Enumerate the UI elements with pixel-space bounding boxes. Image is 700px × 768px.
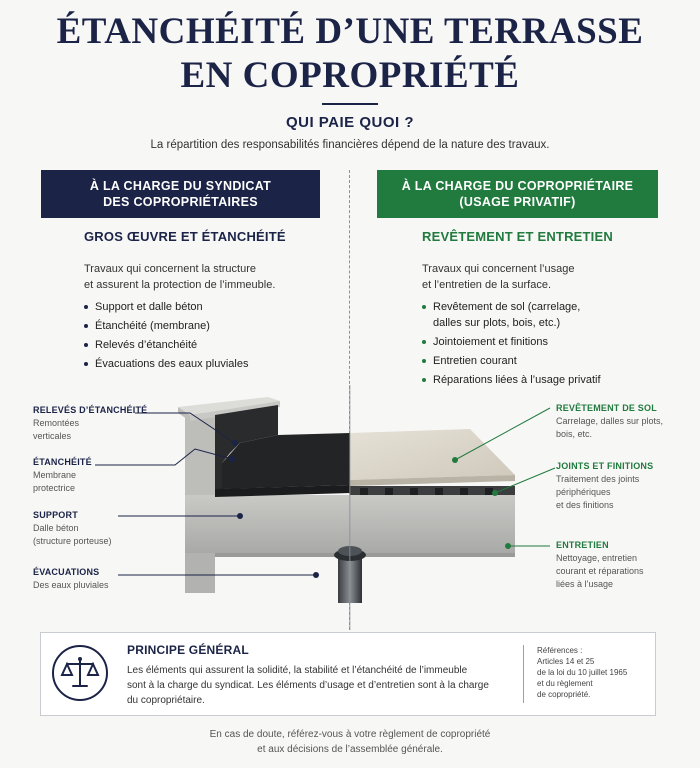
label-sub-line: Membrane <box>33 470 77 480</box>
principe-text-line: du copropriétaire. <box>127 695 205 706</box>
label-support <box>33 510 183 548</box>
label-sub-line: bois, etc. <box>556 429 593 439</box>
principe-text <box>127 663 507 708</box>
syndicat-header-line-2: DES COPROPRIÉTAIRES <box>103 195 258 209</box>
references-line: Articles 14 et 25 <box>537 657 595 666</box>
label-sub <box>33 417 183 443</box>
label-title: ENTRETIEN <box>556 540 609 550</box>
list-item: Support et dalle béton <box>84 299 334 315</box>
label-sub <box>33 469 183 495</box>
coproprietaire-bullet-list <box>422 299 672 389</box>
label-joints-finitions <box>556 461 696 512</box>
label-sub-line: Remontées <box>33 418 80 428</box>
label-sub-line: liées à l’usage <box>556 579 614 589</box>
references <box>537 645 655 700</box>
label-title: JOINTS ET FINITIONS <box>556 461 654 471</box>
list-item: Entretien courant <box>422 353 672 369</box>
references-line: et du règlement <box>537 679 593 688</box>
label-title: RELEVÉS D’ÉTANCHÉITÉ <box>33 405 148 415</box>
principe-text-line: Les éléments qui assurent la solidité, la stabilité et l’étanchéité de l’immeuble <box>127 665 468 676</box>
coproprietaire-header-line-2: (USAGE PRIVATIF) <box>459 195 576 209</box>
syndicat-section-title: GROS ŒUVRE ET ÉTANCHÉITÉ <box>84 229 286 244</box>
label-sub <box>556 473 696 512</box>
label-sub-line: courant et réparations <box>556 566 644 576</box>
label-evacuations <box>33 567 183 592</box>
waterproofing-membrane <box>215 405 350 497</box>
subtitle: QUI PAIE QUOI ? <box>285 114 415 131</box>
footer-line: et aux décisions de l’assemblée générale. <box>257 744 443 755</box>
list-item: Étanchéité (membrane) <box>84 318 334 334</box>
coproprietaire-description <box>422 261 662 293</box>
tile-surface <box>350 429 515 495</box>
coproprietaire-section-title: REVÊTEMENT ET ENTRETIEN <box>422 229 613 244</box>
label-sub-line: Traitement des joints <box>556 474 640 484</box>
label-sub-line: Carrelage, dalles sur plots, <box>556 416 664 426</box>
list-item: Réparations liées à l’usage privatif <box>422 372 672 388</box>
principe-title: PRINCIPE GÉNÉRAL <box>127 643 249 657</box>
label-sub: Des eaux pluviales <box>33 580 109 590</box>
label-sub-line: Dalle béton <box>33 523 79 533</box>
footer-line: En cas de doute, référez-vous à votre règlement de copropriété <box>209 729 491 740</box>
coproprietaire-description-line-2: et l’entretien de la surface. <box>422 279 552 291</box>
list-item-continuation: dalles sur plots, bois, etc.) <box>433 317 561 329</box>
label-revetement-sol <box>556 403 696 441</box>
references-line: de la loi du 10 juillet 1965 <box>537 668 628 677</box>
list-item: Jointoiement et finitions <box>422 334 672 350</box>
label-title: ÉTANCHÉITÉ <box>33 457 92 467</box>
references-line: de copropriété. <box>537 690 591 699</box>
diagram-divider <box>349 385 351 630</box>
title-line-1: ÉTANCHÉITÉ D’UNE TERRASSE <box>56 11 644 52</box>
syndicat-header <box>41 170 320 218</box>
list-item: Relevés d’étanchéité <box>84 337 334 353</box>
syndicat-description-line-1: Travaux qui concernent la structure <box>84 263 257 275</box>
list-item: Évacuations des eaux pluviales <box>84 356 334 372</box>
intro-text: La répartition des responsabilités financières dépend de la nature des travaux. <box>150 139 550 151</box>
label-etancheite <box>33 457 183 495</box>
label-sub-line: protectrice <box>33 483 76 493</box>
syndicat-description-line-2: et assurent la protection de l’immeuble. <box>84 279 276 291</box>
coproprietaire-header <box>377 170 658 218</box>
label-sub-line: périphériques <box>556 487 611 497</box>
footer-note <box>0 727 700 757</box>
label-sub <box>556 415 696 441</box>
label-sub-line: Nettoyage, entretien <box>556 553 638 563</box>
label-releves-etancheite <box>33 405 183 443</box>
list-item: Revêtement de sol (carrelage, <box>422 299 672 315</box>
scales-of-justice-icon <box>52 645 108 701</box>
title-line-2: EN COPROPRIÉTÉ <box>180 55 520 96</box>
label-title: REVÊTEMENT DE SOL <box>556 403 657 413</box>
page-title <box>0 10 700 98</box>
label-sub-line: (structure porteuse) <box>33 536 112 546</box>
syndicat-header-line-1: À LA CHARGE DU SYNDICAT <box>89 179 272 193</box>
title-divider <box>322 103 378 105</box>
coproprietaire-header-line-1: À LA CHARGE DU COPROPRIÉTAIRE <box>401 179 634 193</box>
label-sub <box>556 552 696 591</box>
label-title: ÉVACUATIONS <box>33 567 100 577</box>
label-sub <box>33 522 183 548</box>
principe-text-line: sont à la charge du syndicat. Les éléments d’usage et d’entretien sont à la charge <box>127 680 489 691</box>
references-title: Références : <box>537 646 583 655</box>
label-entretien <box>556 540 696 591</box>
label-title: SUPPORT <box>33 510 78 520</box>
label-sub-line: verticales <box>33 431 72 441</box>
label-sub-line: et des finitions <box>556 500 614 510</box>
coproprietaire-description-line-1: Travaux qui concernent l’usage <box>422 263 575 275</box>
references-divider <box>523 645 524 703</box>
syndicat-bullet-list <box>84 299 334 373</box>
principe-general-box <box>40 632 656 716</box>
syndicat-description <box>84 261 324 293</box>
